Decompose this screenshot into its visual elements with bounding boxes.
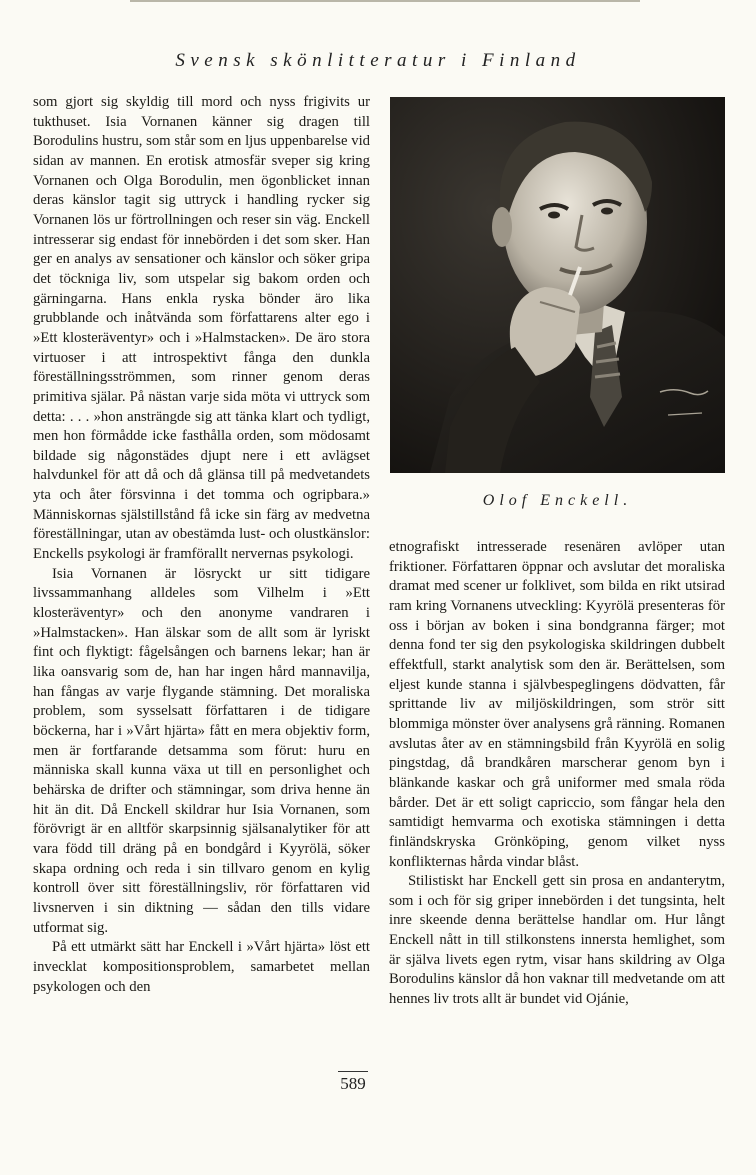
paragraph: Stilistiskt har Enckell gett sin prosa en andanterytm, som i och för sig griper innebörden i det tungsinta, helt inre skeende denna berättelse handlar om. Hur långt Enckell nått in till stilkonstens innersta hemlighet, som är själva livets egen rytm, visar hans skildring av Olga Borodulins känslor då hon vaknar till medvetande om att hennes liv trots allt är bundet vid Ojánie,	[389, 873, 725, 1008]
paragraph: På ett utmärkt sätt har Enckell i »Vårt hjärta» löst ett invecklat kompositionsproblem, samarbetet mellan psykologen och den	[33, 939, 370, 995]
author-portrait-photo	[390, 97, 725, 473]
page-number: 589	[340, 1074, 366, 1093]
folio-rule	[338, 1071, 368, 1072]
paragraph: etnografiskt intresserade resenären avlöper utan friktioner. Författaren öppnar och avslutar det moraliska dramat med scener ur folklivet, som bilda en rikt utsirad ram kring Vornanens utveckling: Kyyrölä presenteras för oss i början av boken i sina bondgranna färger; mot denna fond ter sig den psykologiska skildringen dubbelt effektfull, starkt analytisk som den är. Berättelsen, som eljest kunde stanna i självbespeglingens dödvatten, får sprittande liv av miljöskildringen, som strör sitt blommiga mönster över analysens grå ränning. Romanen avslutas åter av en stämningsbild från Kyyrölä en solig pingstdag, då brandkåren marscherar genom byn i blänkande kaskar och grå uniformer med smala röda bårder. Det är ett soligt capriccio, som fångar hela den samtidigt hemvarma och exotiska stämningen i detta finländskryska Grönköping, genom vilket nyss konflikternas hårda vindar blåst.	[389, 539, 725, 870]
paragraph: Isia Vornanen är lösryckt ur sitt tidigare livssammanhang alldeles som Vilhelm i »Ett klosteräventyr» och den anonyme vandraren i »Halmstacken». Han älskar som de allt som är lyriskt fint och flyktigt: fågelsången och barnens lekar; han är lika oansvarig som de, han har ingen hård mannavilja, han fångas av varje flygande stämning. Det moraliska problem, som sysselsatt författaren i de tidigare böckerna, har i »Vårt hjärta» fått en mera objektiv form, men är fortfarande detsamma som förut: huru en människa skall kunna växa ut till en personlighet och behärska de drifter och stämningar, som driva henne än hit än dit. Då Enckell skildrar hur Isia Vornanen, som förövrigt är en alltför skarpsinnig själsanalytiker för att vara född till dräng på en bondgård i Kyyrölä, söker skapa ordning och reda i sin tillvaro genom en kylig kontroll över sitt föreställningsliv, rör författaren vid livsnerven i sin diktning — sådan den tills vidare utformat sig.	[33, 565, 370, 936]
right-text-column	[389, 538, 725, 1078]
left-text-column	[33, 93, 370, 1078]
paragraph: som gjort sig skyldig till mord och nyss frigivits ur tukthuset. Isia Vornanen känner sig dragen till Borodulins hustru, som står som en ljus uppenbarelse vid sidan av mannen. En erotisk atmosfär sveper sig kring Vornanen och Olga Borodulin, men ögonblicket innan deras känslor tagit sig uttryck i handling rycker sig Vornanen lös ur förtrollningen och reser sin väg. Enckell intresserar sig endast för innebörden i det som sker. Han ger en analys av sensationer och känslor och söker gripa det töckniga liv, som utspelar sig bakom orden och gärningarna. Hans enkla ryska bönder äro lika grubblande och inåtvända som författarens alter ego i »Ett klosteräventyr» och i »Halmstacken». De äro stora virtuoser i att introspektivt fånga den dunkla föreställningsströmmen, som rinner genom deras primitiva själar. På nästan varje sida möta vi uttryck som detta: . . . »hon ansträngde sig att tänka klart och tydligt, men hon förmådde icke fasthålla orden, som mödosamt bildade sig någonstädes djupt nere i ett avlägset halvdunkel för att då och då glänsa till på medvetandets yta och åter försvinna i det tomma och ogripbara.» Människornas själstillstånd få icke sin färg av medvetna föreställningar, utan av obestämda lust- och olustkänslor: Enckells psykologi är framförallt nervernas psykologi.	[33, 94, 370, 563]
running-title: Svensk skönlitteratur i Finland	[175, 50, 581, 71]
top-edge-rule	[130, 0, 640, 2]
figure-caption: Olof Enckell.	[482, 492, 633, 509]
